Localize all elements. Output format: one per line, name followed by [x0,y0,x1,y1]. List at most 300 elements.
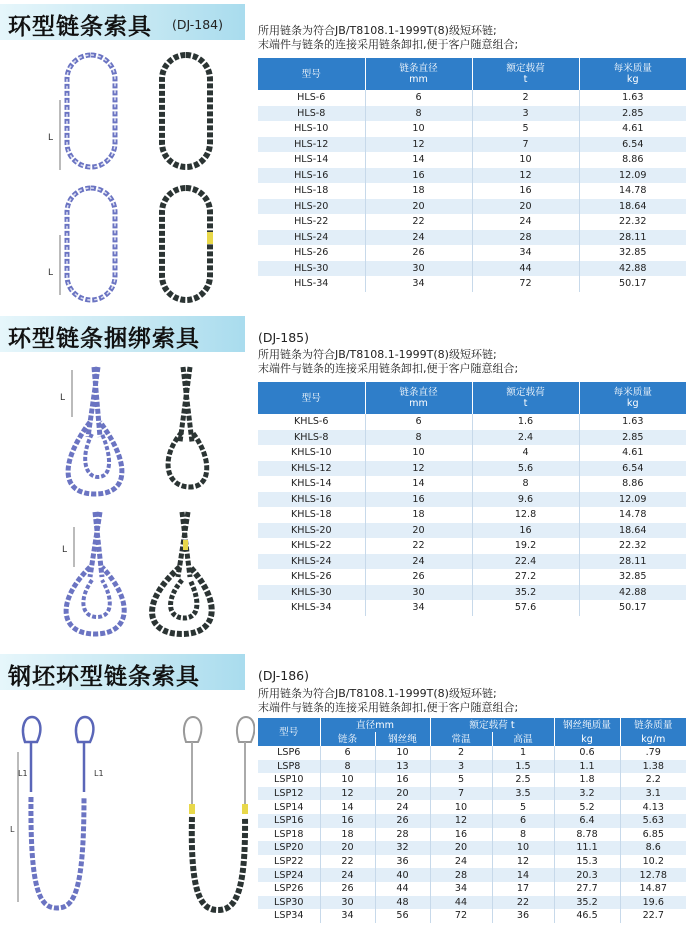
table-cell: 34 [472,245,579,261]
table-cell: 4.61 [622,123,644,135]
table-cell: HLS-14 [258,152,365,168]
table-row [258,245,686,261]
connector-shackle [207,232,213,244]
table-cell: 6 [320,746,375,760]
table-row [258,868,686,882]
table-cell: 1.63 [622,92,644,104]
diagram-label-l1-right: L1 [94,769,104,778]
table-row [258,800,686,814]
diagram-label-l2: L [62,545,68,555]
table-row [258,121,686,137]
col-header-wire-mass: 钢丝绳质量 [554,718,620,732]
table-cell: 24 [365,230,472,246]
table-cell: 1.63 [622,416,644,428]
table-cell: 4.61 [622,447,644,459]
table-cell: HLS-16 [258,168,365,184]
col-header: 额定载荷 t [472,382,579,414]
table-cell: 3.1 [620,787,686,801]
col-header: 型号 [258,382,365,414]
section-code: (DJ-186) [258,668,309,683]
dark-chain-loop-2 [152,567,212,634]
table-cell: 30 [365,261,472,277]
table-row [258,137,686,153]
blue-chain-loop [68,422,122,494]
table-cell: 8 [492,828,554,842]
col-header: 型号 [258,58,365,90]
table-cell: 34 [365,600,472,616]
table-row [258,90,686,106]
table-cell: 6.4 [554,814,620,828]
table-cell: KHLS-14 [258,476,365,492]
table-cell: 4 [472,445,579,461]
col-header: 每米质量 kg [579,382,686,414]
table-row [258,106,686,122]
table-row [258,445,686,461]
billet-chain-sling-illustration [10,712,255,922]
note-line: 末端件与链条的连接采用链条卸扣,便于客户随意组合; [258,701,519,714]
table-cell: 26 [375,814,430,828]
table-cell: 32.85 [619,247,647,259]
note-line: 所用链条为符合JB/T8108.1-1999T(8)级短环链; [258,348,497,361]
table-cell: LSP14 [258,800,320,814]
col-subheader: 钢丝绳 [375,732,430,746]
table-cell: .79 [645,747,661,759]
table-cell: 22.32 [619,216,647,228]
table-cell: 7 [472,137,579,153]
table-cell: 20 [430,841,492,855]
table-cell: 7 [430,787,492,801]
table-cell: 12.8 [472,507,579,523]
table-cell: 24 [430,855,492,869]
table-row [258,841,686,855]
table-cell: LSP12 [258,787,320,801]
table-cell: LSP24 [258,868,320,882]
table-cell: 10 [365,445,472,461]
table-cell: 26 [365,569,472,585]
table-cell: 27.7 [554,882,620,896]
table-cell: 24 [472,214,579,230]
table-cell: 46.5 [554,909,620,923]
diagram-label-l: L [60,393,66,403]
table-cell: 3.2 [554,787,620,801]
table-row [258,152,686,168]
blue-wire-eye [23,717,40,742]
table-cell: 35.2 [472,585,579,601]
table-cell: 8 [472,476,579,492]
connector-shackle [183,540,188,550]
table-cell: 14 [492,868,554,882]
table-cell: 2.2 [645,774,661,786]
ring-chain-sling-illustration [40,50,240,312]
table-row [258,276,686,292]
col-subheader: 链条 [320,732,375,746]
table-row [258,896,686,910]
table-cell: 18 [365,507,472,523]
col-subheader: 常温 [430,732,492,746]
wire-rope-eye-2 [237,717,254,742]
table-cell: HLS-12 [258,137,365,153]
table-cell: 22.7 [642,910,664,922]
table-cell: 27.2 [472,569,579,585]
table-cell: 3 [430,760,492,774]
table-cell: 12 [430,814,492,828]
table-cell: KHLS-30 [258,585,365,601]
table-cell: 5.63 [620,814,686,828]
table-cell: KHLS-6 [258,414,365,430]
table-row [258,600,686,616]
table-cell: 14.78 [619,509,647,521]
table-cell: 18.64 [579,523,686,539]
table-cell: 8 [365,106,472,122]
blue-chain-loop-2 [67,188,115,300]
table-cell: 24 [320,868,375,882]
table-cell: 2.5 [492,773,554,787]
table-cell: 5 [430,773,492,787]
table-cell: LSP10 [258,773,320,787]
table-cell: 19.2 [472,538,579,554]
table-cell: 28.11 [579,230,686,246]
table-cell: 16 [472,183,579,199]
table-cell: 20 [365,523,472,539]
table-cell: 22.32 [619,540,647,552]
table-cell: 8 [320,760,375,774]
table-cell: 5 [492,800,554,814]
table-cell: 42.88 [579,261,686,277]
table-cell: 24 [375,800,430,814]
table-cell: 16 [365,168,472,184]
table-cell: 32.85 [619,571,647,583]
table-cell: 2.85 [579,106,686,122]
table-cell: 10 [320,773,375,787]
table-cell: 40 [375,868,430,882]
table-cell: 20 [320,841,375,855]
table-cell: 16 [430,828,492,842]
table-cell: 12 [492,855,554,869]
table-cell: 56 [375,909,430,923]
table-cell: 12.09 [579,168,686,184]
table-cell: HLS-30 [258,261,365,277]
section-code: (DJ-185) [258,330,309,345]
table-cell: 36 [375,855,430,869]
table-row [258,554,686,570]
khls-spec-table [258,382,686,616]
table-cell: KHLS-22 [258,538,365,554]
table-cell: 12.78 [620,868,686,882]
table-cell: 8.6 [620,841,686,855]
table-cell: 9.6 [472,492,579,508]
table-cell: KHLS-10 [258,445,365,461]
table-cell: 8 [365,430,472,446]
table-row [258,214,686,230]
table-cell: LSP34 [258,909,320,923]
table-cell: 10 [365,121,472,137]
table-cell: 28.11 [579,554,686,570]
table-row [258,773,686,787]
table-cell: 20 [375,787,430,801]
table-cell: KHLS-34 [258,600,365,616]
blue-chain-loop-2 [66,567,124,634]
table-cell: 34 [365,276,472,292]
table-cell: 20 [472,199,579,215]
connector-shackle-2 [242,804,248,814]
table-cell: 30 [320,896,375,910]
table-cell: 2.85 [579,430,686,446]
table-cell: 2.4 [472,430,579,446]
table-cell: 14.87 [639,883,667,895]
col-header: 链条直径 mm [365,382,472,414]
table-cell: 14.78 [619,185,647,197]
table-cell: 24 [365,554,472,570]
dark-chain-loop-2 [162,188,210,300]
table-cell: 5.6 [472,461,579,477]
table-cell: 50.17 [619,602,647,614]
table-cell: 22 [365,214,472,230]
table-cell: 6.54 [579,461,686,477]
diagram-label-l2: L [48,268,54,278]
table-cell: 13 [375,760,430,774]
table-row [258,476,686,492]
table-cell: HLS-10 [258,121,365,137]
section-title: 环型链条捆绑索具 [8,326,200,352]
section-title: 钢坯环型链条索具 [8,664,200,690]
table-cell: 16 [472,523,579,539]
hls-spec-table [258,58,686,292]
table-cell: 72 [430,909,492,923]
diagram-label-l1: L1 [18,769,28,778]
col-subheader: 高温 [492,732,554,746]
wire-rope-eye [184,717,201,742]
table-row [258,538,686,554]
table-cell: 28 [430,868,492,882]
table-cell: 18 [365,183,472,199]
table-cell: KHLS-16 [258,492,365,508]
table-row [258,523,686,539]
table-cell: HLS-20 [258,199,365,215]
table-cell: 10 [430,800,492,814]
table-row [258,746,686,760]
table-row [258,414,686,430]
diagram-label-l: L [48,133,54,143]
table-cell: LSP18 [258,828,320,842]
table-cell: 14 [365,152,472,168]
table-cell: 50.17 [619,278,647,290]
col-header: 每米质量 kg [579,58,686,90]
table-cell: 1.6 [472,414,579,430]
col-subheader: kg/m [620,732,686,746]
table-cell: 44 [472,261,579,277]
table-cell: 22.4 [472,554,579,570]
blue-wire-eye-2 [76,717,93,742]
table-cell: 72 [472,276,579,292]
table-cell: 14 [365,476,472,492]
table-cell: 8.86 [622,154,644,166]
table-cell: 44 [375,882,430,896]
table-cell: KHLS-20 [258,523,365,539]
table-cell: 11.1 [554,841,620,855]
table-row [258,882,686,896]
col-header-model: 型号 [258,718,320,746]
table-cell: KHLS-24 [258,554,365,570]
table-cell: 12 [472,168,579,184]
table-cell: 6 [492,814,554,828]
section1-note [258,24,518,52]
table-cell: 14 [320,800,375,814]
table-cell: 1.5 [492,760,554,774]
section-code: (DJ-184) [172,17,223,32]
table-cell: 1 [492,746,554,760]
table-cell: 12 [365,137,472,153]
section-title-bar [0,4,245,40]
table-cell: 17 [492,882,554,896]
section-title-bar [0,316,245,352]
col-subheader: kg [554,732,620,746]
table-cell: 12.09 [579,492,686,508]
dark-chain-loop [192,817,245,910]
table-cell: 8.78 [554,828,620,842]
table-cell: 10 [375,746,430,760]
table-cell: 6 [365,414,472,430]
note-line: 所用链条为符合JB/T8108.1-1999T(8)级短环链; [258,24,497,37]
table-row [258,760,686,774]
table-cell: KHLS-12 [258,461,365,477]
table-cell: 12 [320,787,375,801]
note-line: 所用链条为符合JB/T8108.1-1999T(8)级短环链; [258,687,497,700]
table-cell: 35.2 [554,896,620,910]
table-cell: LSP6 [258,746,320,760]
table-cell: 48 [375,896,430,910]
table-row [258,430,686,446]
table-cell: 1.8 [554,773,620,787]
col-header: 链条直径 mm [365,58,472,90]
table-cell: 3.5 [492,787,554,801]
table-cell: LSP22 [258,855,320,869]
table-cell: 2 [472,90,579,106]
table-cell: LSP16 [258,814,320,828]
col-header: 额定载荷 t [472,58,579,90]
table-cell: 57.6 [472,600,579,616]
section-title: 环型链条索具 [8,14,152,40]
table-cell: 44 [430,896,492,910]
blue-chain-loop [31,797,84,908]
table-cell: 22 [492,896,554,910]
table-cell: 2 [430,746,492,760]
table-cell: HLS-34 [258,276,365,292]
table-row [258,828,686,842]
table-cell: HLS-18 [258,183,365,199]
dark-chain-loop [168,432,207,487]
table-cell: LSP26 [258,882,320,896]
diagram-label-l: L [10,825,15,834]
table-row [258,569,686,585]
table-cell: 5 [472,121,579,137]
table-cell: 22 [365,538,472,554]
table-cell: 36 [492,909,554,923]
table-cell: KHLS-18 [258,507,365,523]
table-cell: 16 [365,492,472,508]
table-cell: 42.88 [579,585,686,601]
table-cell: 12 [365,461,472,477]
table-cell: LSP20 [258,841,320,855]
table-cell: 0.6 [554,746,620,760]
table-cell: KHLS-8 [258,430,365,446]
table-row [258,168,686,184]
table-cell: 28 [472,230,579,246]
table-cell: 4.13 [642,801,664,813]
table-row [258,183,686,199]
table-cell: HLS-22 [258,214,365,230]
table-cell: 10 [472,152,579,168]
table-cell: 16 [375,773,430,787]
table-cell: HLS-24 [258,230,365,246]
table-cell: 1.1 [554,760,620,774]
section-title-bar [0,654,245,690]
table-row [258,199,686,215]
section2-note [258,348,518,376]
table-cell: KHLS-26 [258,569,365,585]
table-cell: 6.85 [642,828,664,840]
table-cell: 26 [365,245,472,261]
table-row [258,814,686,828]
note-line: 末端件与链条的连接采用链条卸扣,便于客户随意组合; [258,362,519,375]
table-cell: LSP30 [258,896,320,910]
table-cell: 5.2 [554,800,620,814]
table-row [258,492,686,508]
connector-shackle [189,804,195,814]
table-cell: 6.54 [579,137,686,153]
col-header-chain-mass: 链条质量 [620,718,686,732]
table-cell: 10.2 [642,856,664,868]
table-row [258,585,686,601]
table-cell: 34 [320,909,375,923]
table-row [258,787,686,801]
table-row [258,909,686,923]
table-cell: 8.86 [622,478,644,490]
table-cell: 6 [365,90,472,106]
table-row [258,230,686,246]
table-cell: 28 [375,828,430,842]
table-cell: 19.6 [620,896,686,910]
table-cell: 1.38 [620,760,686,774]
table-cell: 18.64 [579,199,686,215]
dark-chain-loop [162,55,210,167]
table-row [258,507,686,523]
blue-chain-loop [67,55,115,167]
table-cell: 30 [365,585,472,601]
table-row [258,261,686,277]
lsp-spec-table [258,718,686,923]
table-cell: 15.3 [554,855,620,869]
table-cell: 26 [320,882,375,896]
table-cell: HLS-6 [258,90,365,106]
section3-note [258,687,518,715]
binding-chain-sling-illustration [40,362,240,644]
table-cell: 20.3 [554,868,620,882]
table-cell: LSP8 [258,760,320,774]
table-cell: HLS-26 [258,245,365,261]
col-header-diameter: 直径mm [320,718,430,732]
table-row [258,461,686,477]
table-cell: 10 [492,841,554,855]
table-cell: 20 [365,199,472,215]
note-line: 末端件与链条的连接采用链条卸扣,便于客户随意组合; [258,38,519,51]
table-cell: 18 [320,828,375,842]
table-cell: 34 [430,882,492,896]
table-cell: 32 [375,841,430,855]
col-header-load: 额定载荷 t [430,718,554,732]
table-cell: 3 [472,106,579,122]
table-cell: 16 [320,814,375,828]
table-cell: 22 [320,855,375,869]
